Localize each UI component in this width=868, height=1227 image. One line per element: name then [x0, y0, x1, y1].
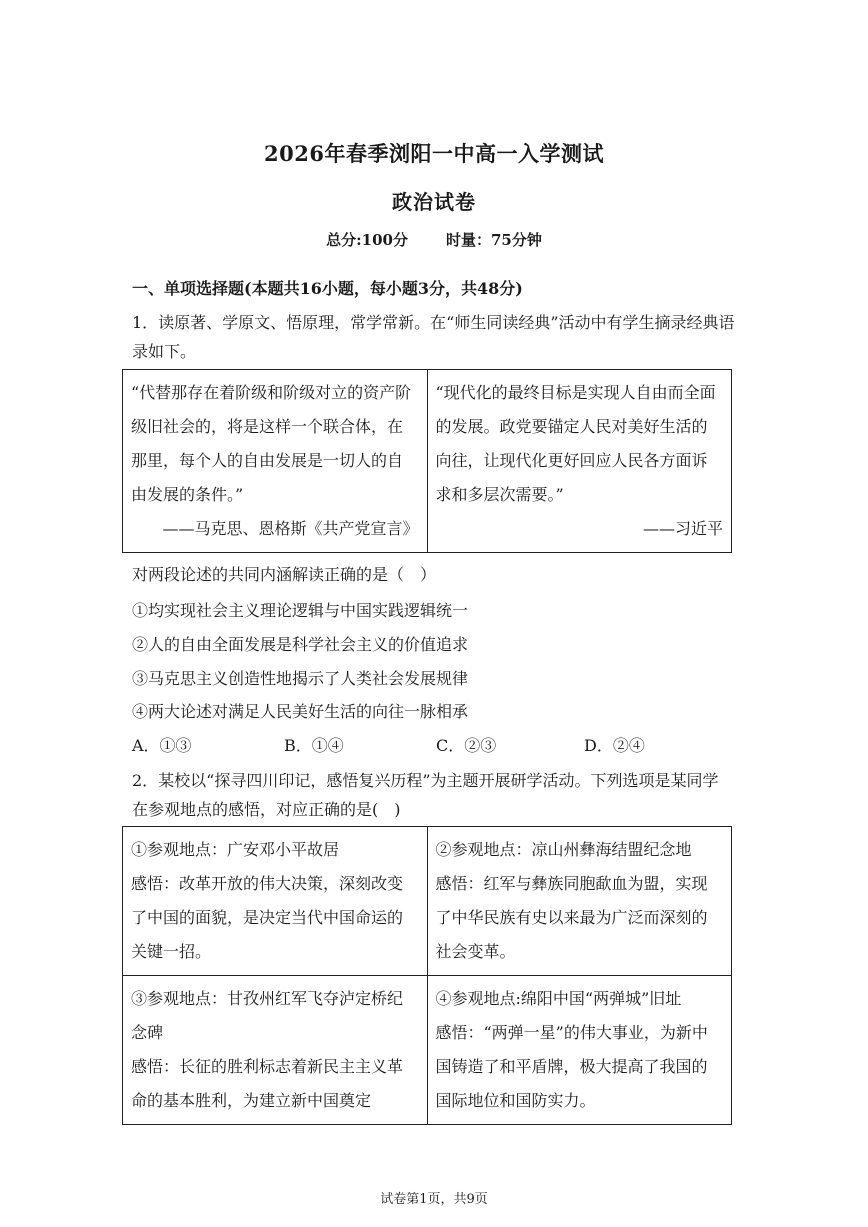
q2-cell-3-insight: 感悟：长征的胜利标志着新民主主义革命的基本胜利，为建立新中国奠定: [131, 1057, 404, 1110]
q2-cell-1: [123, 827, 428, 976]
q1-quote-right-cell: [427, 370, 732, 553]
q1-option-b[interactable]: B．①④: [284, 736, 344, 755]
q1-item-1: ①均实现社会主义理论逻辑与中国实践逻辑统一: [132, 601, 469, 620]
q1-option-c[interactable]: C．②③: [436, 736, 497, 755]
q1-item-3: ③马克思主义创造性地揭示了人类社会发展规律: [132, 669, 469, 688]
q2-stem: 2．某校以“探寻四川印记，感悟复兴历程”为主题开展研学活动。下列选项是某同学在参观地点的感悟，对应正确的是( ): [132, 771, 719, 819]
total-score: 总分:100分: [326, 231, 408, 249]
q1-option-d[interactable]: D．②④: [584, 736, 645, 755]
q1-quote-left: “代替那存在着阶级和阶级对立的资产阶级旧社会的，将是这样一个联合体，在那里，每个人的自由发展是一切人的自由发展的条件。”: [131, 383, 412, 504]
q1-quote-table: [122, 369, 732, 553]
q2-cell-4-place: ④参观地点:绵阳中国“两弹城”旧址: [435, 989, 682, 1008]
exam-duration: 时量：75分钟: [445, 231, 542, 249]
q2-cell-2-insight: 感悟：红军与彝族同胞歃血为盟，实现了中华民族有史以来最为广泛而深刻的社会变革。: [435, 874, 708, 961]
q2-cell-4: [427, 976, 732, 1125]
q2-cell-2: [427, 827, 732, 976]
q1-source-left: ——马克思、恩格斯《共产党宣言》: [162, 519, 419, 538]
q2-cell-1-insight: 感悟：改革开放的伟大决策，深刻改变了中国的面貌，是决定当代中国命运的关键一招。: [131, 874, 404, 961]
q1-item-4: ④两大论述对满足人民美好生活的向往一脉相承: [132, 702, 469, 721]
q2-cell-3-place: ③参观地点：甘孜州红军飞夺泸定桥纪念碑: [131, 989, 404, 1042]
q1-quote-left-cell: [123, 370, 428, 553]
q1-source-right: ——习近平: [642, 519, 723, 538]
q2-cell-1-place: ①参观地点：广安邓小平故居: [131, 840, 340, 859]
exam-title: 2026年春季浏阳一中高一入学测试: [264, 141, 604, 166]
q1-question: 对两段论述的共同内涵解读正确的是（ ）: [132, 565, 437, 584]
exam-meta: [0, 229, 868, 250]
q2-cell-2-place: ②参观地点：凉山州彝海结盟纪念地: [435, 840, 692, 859]
q2-cell-3: [123, 976, 428, 1125]
q1-option-a[interactable]: A．①③: [132, 736, 192, 755]
exam-subtitle: 政治试卷: [392, 190, 476, 214]
page-footer: 试卷第1页，共9页: [380, 1192, 488, 1207]
q1-stem: 1．读原著、学原文、悟原理，常学常新。在“师生同读经典”活动中有学生摘录经典语录如下。: [132, 313, 735, 361]
q2-cell-4-insight: 感悟：“两弹一星”的伟大事业，为新中国铸造了和平盾牌，极大提高了我国的国际地位和国防实力。: [435, 1023, 708, 1110]
q1-quote-right: “现代化的最终目标是实现人自由而全面的发展。政党要锚定人民对美好生活的向往，让现代化更好回应人民各方面诉求和多层次需要。”: [435, 383, 716, 504]
q2-table: [122, 826, 732, 1125]
section-heading: 一、单项选择题(本题共16小题，每小题3分，共48分): [132, 279, 523, 298]
q1-item-2: ②人的自由全面发展是科学社会主义的价值追求: [132, 635, 469, 654]
